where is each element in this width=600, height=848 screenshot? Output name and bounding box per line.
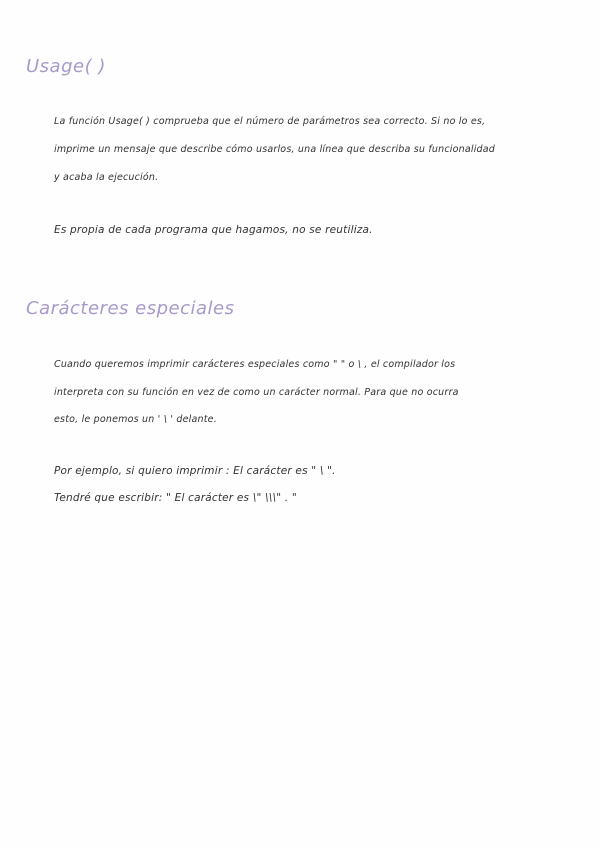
usage-line-4: Es propia de cada programa que hagamos, no se reutiliza. [54, 224, 373, 236]
usage-line-1: La función Usage( ) comprueba que el número de parámetros sea correcto. Si no lo es, [54, 116, 486, 127]
section-title-usage: Usage( ) [26, 56, 106, 77]
special-line-3: esto, le ponemos un ' \ ' delante. [54, 414, 217, 425]
usage-line-2: imprime un mensaje que describe cómo usarlos, una línea que describa su funcionalidad [54, 144, 496, 155]
special-line-2: interpreta con su función en vez de como un carácter normal. Para que no ocurra [54, 387, 459, 398]
section-title-special-characters: Carácteres especiales [26, 298, 235, 319]
special-line-4: Por ejemplo, si quiero imprimir : El carácter es " \ ". [54, 465, 336, 477]
usage-line-3: y acaba la ejecución. [54, 172, 159, 183]
special-line-1: Cuando queremos imprimir carácteres especiales como " " o \ , el compilador los [54, 359, 456, 370]
special-line-5: Tendré que escribir: " El carácter es \" \\\" . " [54, 492, 297, 504]
